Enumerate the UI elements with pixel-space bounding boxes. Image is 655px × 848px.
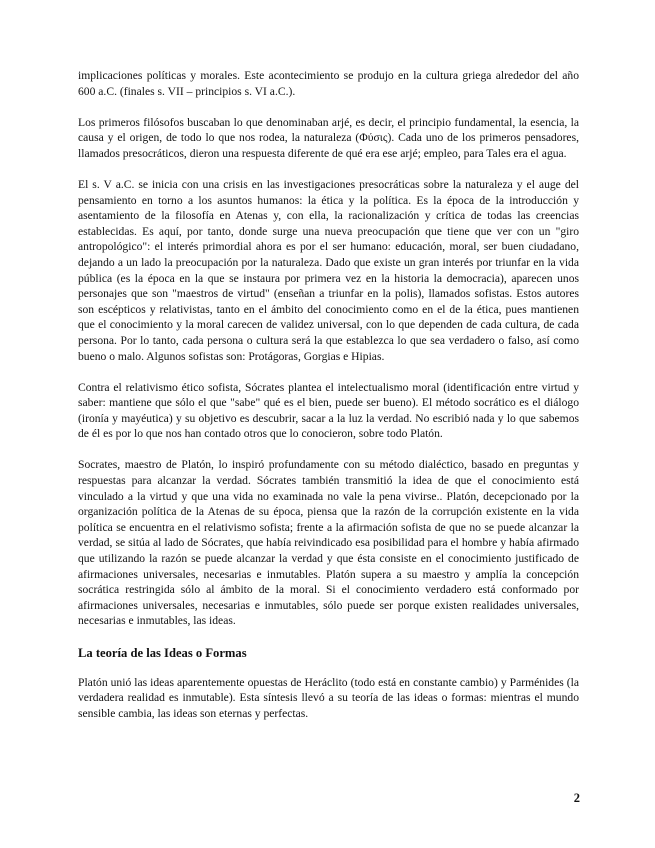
paragraph-theory-of-ideas: Platón unió las ideas aparentemente opuestas de Heráclito (todo está en constante cambio) y Parménides (la verdadera realidad es inmutable). Esta síntesis llevó a su teoría de las ideas o formas: mientras el mundo sensible cambia, las ideas son eternas y perfectas.	[78, 675, 579, 720]
paragraph-philosophy-origin: implicaciones políticas y morales. Este acontecimiento se produjo en la cultura griega alrededor del año 600 a.C. (finales s. VII – principios s. VI a.C.).	[78, 69, 579, 98]
paragraph-sophists: El s. V a.C. se inicia con una crisis en las investigaciones presocráticas sobre la naturaleza y el auge del pensamiento en torno a los asuntos humanos: la ética y la política. Es la época de la introducción y asentamiento de la filosofía en Atenas y, con ella, la racionalización y crítica de todas las creencias establecidas. Es aquí, por tanto, donde surge una nueva preocupación que tiene que ver con un "giro antropológico": el interés primordial ahora es por el ser humano: educación, moral, ser buen ciudadano, dejando a un lado la preocupación por la naturaleza. Dado que existe un gran interés por triunfar en la vida pública (es la época en la que se instaura por primera vez en la historia la democracia), aparecen unos personajes que son "maestros de virtud" (enseñan a triunfar en la polis), llamados sofistas. Estos autores son escépticos y relativistas, tanto en el ámbito del conocimiento como en el de la ética, pues mantienen que el conocimiento y la moral carecen de validez universal, con lo que dependen de cada cultura, de cada persona. Por lo tanto, cada persona o cultura será la que establezca lo que sea verdadero o falso, así como bueno o malo. Algunos sofistas son: Protágoras, Gorgias e Hipias.	[78, 177, 579, 363]
paragraph-socrates: Contra el relativismo ético sofista, Sócrates plantea el intelectualismo moral (identificación entre virtud y saber: mantiene que sólo el que "sabe" qué es el bien, puede ser bueno). El método socrático es el diálogo (ironía y mayéutica) y su objetivo es descubrir, sacar a la luz la verdad. No escribió nada y lo que sabemos de él es por lo que nos han contado otros que lo conocieron, sobre todo Platón.	[78, 380, 579, 441]
paragraph-plato: Socrates, maestro de Platón, lo inspiró profundamente con su método dialéctico, basado en preguntas y respuestas para alcanzar la verdad. Sócrates también transmitió la idea de que el conocimiento está vinculado a la virtud y que una vida no examinada no vale la pena vivirse.. Platón, decepcionado por la organización política de la Atenas de su época, piensa que la razón de la corrupción existente en la vida política se encuentra en el relativismo sofista; frente a la afirmación sofista de que no se puede alcanzar la verdad, se sitúa al lado de Sócrates, que había reivindicado esa posibilidad para el hombre y había afirmado que utilizando la razón se puede alcanzar la verdad y que ésta consiste en el conocimiento justificado de afirmaciones universales, necesarias e inmutables. Platón supera a su maestro y amplía la concepción socrática restringida sólo al ámbito de la moral. Si el conocimiento verdadero está conformado por afirmaciones universales, necesarias e inmutables, sólo puede ser porque existen realidades universales, necesarias e inmutables, las ideas.	[78, 458, 579, 628]
paragraph-first-philosophers: Los primeros filósofos buscaban lo que denominaban arjé, es decir, el principio fundamental, la esencia, la causa y el origen, de todo lo que nos rodea, la naturaleza (Φύσις). Cada uno de los primeros pensadores, llamados presocráticos, dieron una respuesta diferente de qué era ese arjé; empleo, para Tales era el agua.	[78, 115, 579, 160]
section-heading: La teoría de las Ideas o Formas	[78, 645, 247, 660]
page-number: 2	[573, 791, 580, 805]
